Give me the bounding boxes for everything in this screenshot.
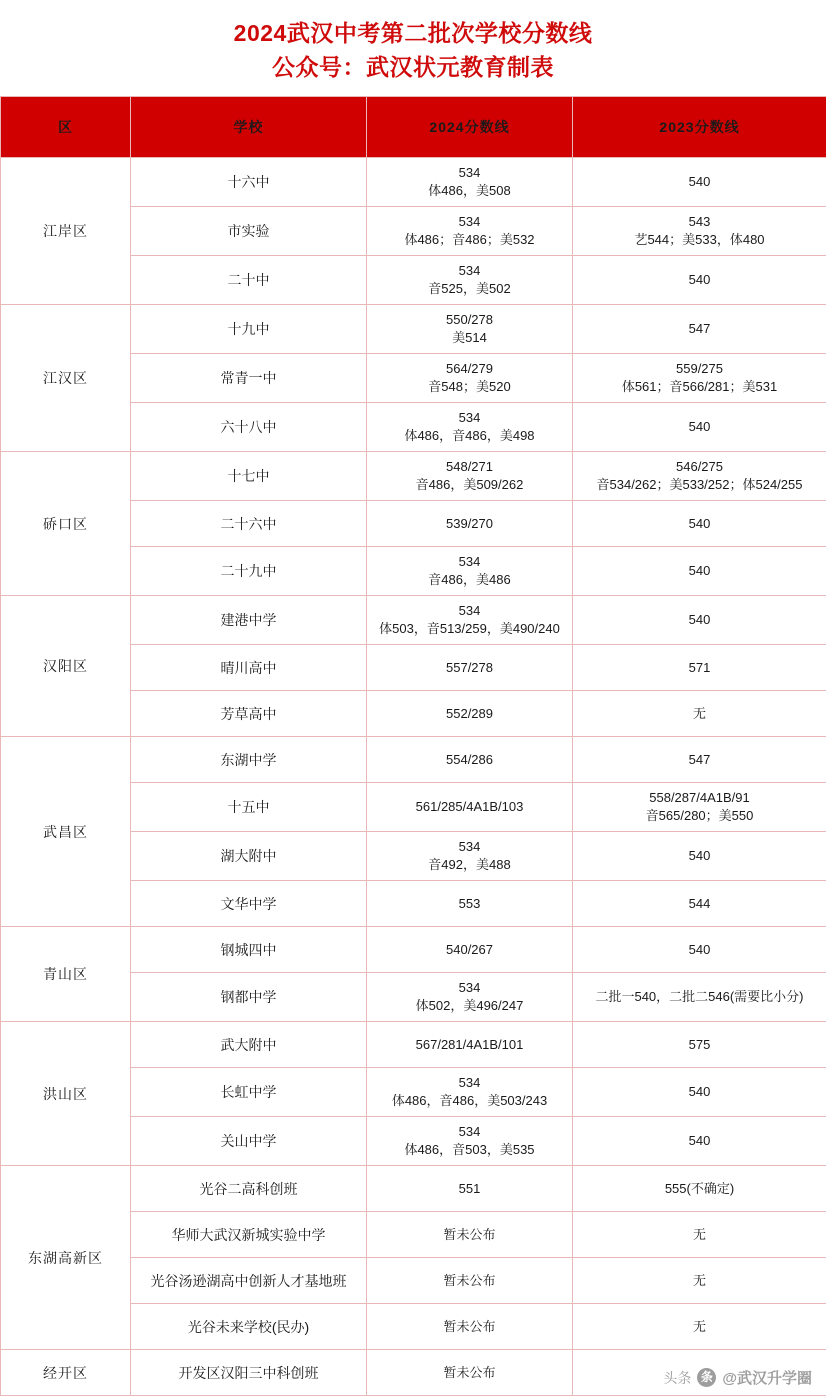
score-2024-cell — [367, 691, 573, 737]
score-2024-cell — [367, 452, 573, 501]
score-2024-cell — [367, 1022, 573, 1068]
score-main: 暂未公布 — [371, 1226, 568, 1244]
score-main: 547 — [577, 751, 822, 769]
table-body — [1, 158, 826, 1396]
score-2023-cell — [573, 1117, 826, 1166]
school-cell: 武大附中 — [131, 1022, 367, 1068]
score-2024-cell — [367, 1117, 573, 1166]
score-main: 534 — [371, 262, 568, 280]
score-main: 540 — [577, 1083, 822, 1101]
district-cell: 江岸区 — [1, 158, 131, 305]
column-header-2023: 2023分数线 — [573, 97, 826, 158]
score-detail: 音525，美502 — [371, 280, 568, 298]
school-cell: 二十六中 — [131, 501, 367, 547]
score-2023-cell — [573, 973, 826, 1022]
score-2024-cell — [367, 158, 573, 207]
score-main: 暂未公布 — [371, 1318, 568, 1336]
score-2024-cell — [367, 354, 573, 403]
score-2023-cell — [573, 547, 826, 596]
score-2023-cell — [573, 207, 826, 256]
score-2023-cell — [573, 305, 826, 354]
school-cell: 二十中 — [131, 256, 367, 305]
score-2024-cell — [367, 547, 573, 596]
score-2024-cell — [367, 1068, 573, 1117]
score-main: 557/278 — [371, 659, 568, 677]
score-detail: 体561；音566/281；美531 — [577, 378, 822, 396]
score-main: 561/285/4A1B/103 — [371, 798, 568, 816]
score-2024-cell — [367, 305, 573, 354]
score-main: 558/287/4A1B/91 — [577, 789, 822, 807]
score-2024-cell — [367, 1304, 573, 1350]
score-main: 540/267 — [371, 941, 568, 959]
table-header-row — [1, 97, 826, 158]
score-main: 534 — [371, 213, 568, 231]
score-detail: 美514 — [371, 329, 568, 347]
school-cell: 华师大武汉新城实验中学 — [131, 1212, 367, 1258]
score-main: 571 — [577, 659, 822, 677]
score-2024-cell — [367, 501, 573, 547]
school-cell: 钢都中学 — [131, 973, 367, 1022]
column-header-school: 学校 — [131, 97, 367, 158]
school-cell: 十九中 — [131, 305, 367, 354]
school-cell: 六十八中 — [131, 403, 367, 452]
score-main: 540 — [577, 941, 822, 959]
score-main: 554/286 — [371, 751, 568, 769]
score-2024-cell — [367, 1166, 573, 1212]
score-2023-cell — [573, 158, 826, 207]
score-2023-cell — [573, 501, 826, 547]
score-main: 553 — [371, 895, 568, 913]
score-table — [0, 96, 826, 1396]
score-main: 552/289 — [371, 705, 568, 723]
score-main: 540 — [577, 847, 822, 865]
score-detail: 音486，美509/262 — [371, 476, 568, 494]
school-cell: 建港中学 — [131, 596, 367, 645]
school-cell: 常青一中 — [131, 354, 367, 403]
score-2023-cell — [573, 1304, 826, 1350]
page-title — [0, 0, 826, 96]
score-2024-cell — [367, 1350, 573, 1396]
score-main: 无 — [577, 705, 822, 723]
score-main: 540 — [577, 611, 822, 629]
score-main: 567/281/4A1B/101 — [371, 1036, 568, 1054]
school-cell: 开发区汉阳三中科创班 — [131, 1350, 367, 1396]
score-2023-cell — [573, 256, 826, 305]
score-main: 555(不确定) — [577, 1180, 822, 1198]
school-cell: 钢城四中 — [131, 927, 367, 973]
score-2024-cell — [367, 737, 573, 783]
score-main: 547 — [577, 320, 822, 338]
score-main: 534 — [371, 553, 568, 571]
score-detail: 体486，音486，美503/243 — [371, 1092, 568, 1110]
district-cell: 青山区 — [1, 927, 131, 1022]
score-2023-cell — [573, 737, 826, 783]
score-detail: 音492，美488 — [371, 856, 568, 874]
school-cell: 光谷二高科创班 — [131, 1166, 367, 1212]
score-main: 546/275 — [577, 458, 822, 476]
score-detail: 体486，音486，美498 — [371, 427, 568, 445]
score-2023-cell — [573, 1258, 826, 1304]
score-detail: 音565/280；美550 — [577, 807, 822, 825]
district-cell: 江汉区 — [1, 305, 131, 452]
score-main: 无 — [577, 1272, 822, 1290]
score-main: 539/270 — [371, 515, 568, 533]
watermark-text: @武汉升学圈 — [722, 1367, 812, 1388]
score-2024-cell — [367, 403, 573, 452]
score-main: 二批一540，二批二546(需要比小分) — [577, 988, 822, 1006]
score-detail: 体502，美496/247 — [371, 997, 568, 1015]
table-header — [1, 97, 826, 158]
school-cell: 市实验 — [131, 207, 367, 256]
school-cell: 芳草高中 — [131, 691, 367, 737]
score-main: 551 — [371, 1180, 568, 1198]
score-2023-cell — [573, 783, 826, 832]
title-line-1: 2024武汉中考第二批次学校分数线 — [0, 16, 826, 50]
score-main: 534 — [371, 1123, 568, 1141]
score-2024-cell — [367, 783, 573, 832]
watermark — [663, 1367, 812, 1388]
score-detail: 音534/262；美533/252；体524/255 — [577, 476, 822, 494]
score-main: 544 — [577, 895, 822, 913]
score-2023-cell — [573, 1068, 826, 1117]
score-main: 无 — [577, 1226, 822, 1244]
school-cell: 十七中 — [131, 452, 367, 501]
school-cell: 十五中 — [131, 783, 367, 832]
score-main: 540 — [577, 562, 822, 580]
district-cell: 硚口区 — [1, 452, 131, 596]
score-2024-cell — [367, 1258, 573, 1304]
school-cell: 二十九中 — [131, 547, 367, 596]
district-cell: 汉阳区 — [1, 596, 131, 737]
score-main: 534 — [371, 602, 568, 620]
district-cell: 经开区 — [1, 1350, 131, 1396]
school-cell: 关山中学 — [131, 1117, 367, 1166]
table-row — [1, 596, 826, 645]
score-2024-cell — [367, 973, 573, 1022]
score-detail: 体486，美508 — [371, 182, 568, 200]
score-main: 575 — [577, 1036, 822, 1054]
school-cell: 十六中 — [131, 158, 367, 207]
score-main: 534 — [371, 409, 568, 427]
score-detail: 艺544；美533，体480 — [577, 231, 822, 249]
score-main: 540 — [577, 418, 822, 436]
score-main: 550/278 — [371, 311, 568, 329]
score-main: 无 — [577, 1318, 822, 1336]
score-2023-cell — [573, 645, 826, 691]
score-main: 534 — [371, 979, 568, 997]
watermark-prefix: 头条 — [663, 1368, 691, 1388]
score-main: 540 — [577, 271, 822, 289]
district-cell: 武昌区 — [1, 737, 131, 927]
score-2023-cell — [573, 403, 826, 452]
title-line-2: 公众号：武汉状元教育制表 — [0, 50, 826, 84]
table-row — [1, 158, 826, 207]
watermark-logo-icon: 条 — [697, 1368, 716, 1387]
score-2023-cell — [573, 1212, 826, 1258]
score-2023-cell — [573, 596, 826, 645]
score-main: 534 — [371, 164, 568, 182]
score-main: 暂未公布 — [371, 1364, 568, 1382]
score-2023-cell — [573, 927, 826, 973]
column-header-district: 区 — [1, 97, 131, 158]
school-cell: 文华中学 — [131, 881, 367, 927]
table-row — [1, 452, 826, 501]
score-2024-cell — [367, 596, 573, 645]
school-cell: 晴川高中 — [131, 645, 367, 691]
score-2023-cell — [573, 1166, 826, 1212]
school-cell: 长虹中学 — [131, 1068, 367, 1117]
score-main: 564/279 — [371, 360, 568, 378]
table-row — [1, 1166, 826, 1212]
score-2024-cell — [367, 207, 573, 256]
district-cell: 洪山区 — [1, 1022, 131, 1166]
score-2024-cell — [367, 645, 573, 691]
district-cell: 东湖高新区 — [1, 1166, 131, 1350]
score-2023-cell — [573, 832, 826, 881]
score-main: 暂未公布 — [371, 1272, 568, 1290]
school-cell: 东湖中学 — [131, 737, 367, 783]
score-main: 559/275 — [577, 360, 822, 378]
score-main: 534 — [371, 838, 568, 856]
score-main: 540 — [577, 1132, 822, 1150]
score-detail: 体486；音486；美532 — [371, 231, 568, 249]
score-2024-cell — [367, 1212, 573, 1258]
score-2023-cell — [573, 691, 826, 737]
school-cell: 光谷未来学校(民办) — [131, 1304, 367, 1350]
score-2023-cell — [573, 452, 826, 501]
table-row — [1, 1022, 826, 1068]
score-detail: 体486，音503，美535 — [371, 1141, 568, 1159]
table-row — [1, 305, 826, 354]
score-2023-cell — [573, 881, 826, 927]
column-header-2024: 2024分数线 — [367, 97, 573, 158]
school-cell: 湖大附中 — [131, 832, 367, 881]
score-main: 534 — [371, 1074, 568, 1092]
score-2024-cell — [367, 832, 573, 881]
score-2023-cell — [573, 354, 826, 403]
score-2024-cell — [367, 881, 573, 927]
score-2024-cell — [367, 256, 573, 305]
score-detail: 音486，美486 — [371, 571, 568, 589]
score-main: 540 — [577, 515, 822, 533]
table-row — [1, 737, 826, 783]
score-detail: 音548；美520 — [371, 378, 568, 396]
score-detail: 体503，音513/259，美490/240 — [371, 620, 568, 638]
score-main: 548/271 — [371, 458, 568, 476]
score-2023-cell — [573, 1022, 826, 1068]
score-main: 543 — [577, 213, 822, 231]
score-2024-cell — [367, 927, 573, 973]
score-main: 540 — [577, 173, 822, 191]
table-row — [1, 927, 826, 973]
school-cell: 光谷汤逊湖高中创新人才基地班 — [131, 1258, 367, 1304]
